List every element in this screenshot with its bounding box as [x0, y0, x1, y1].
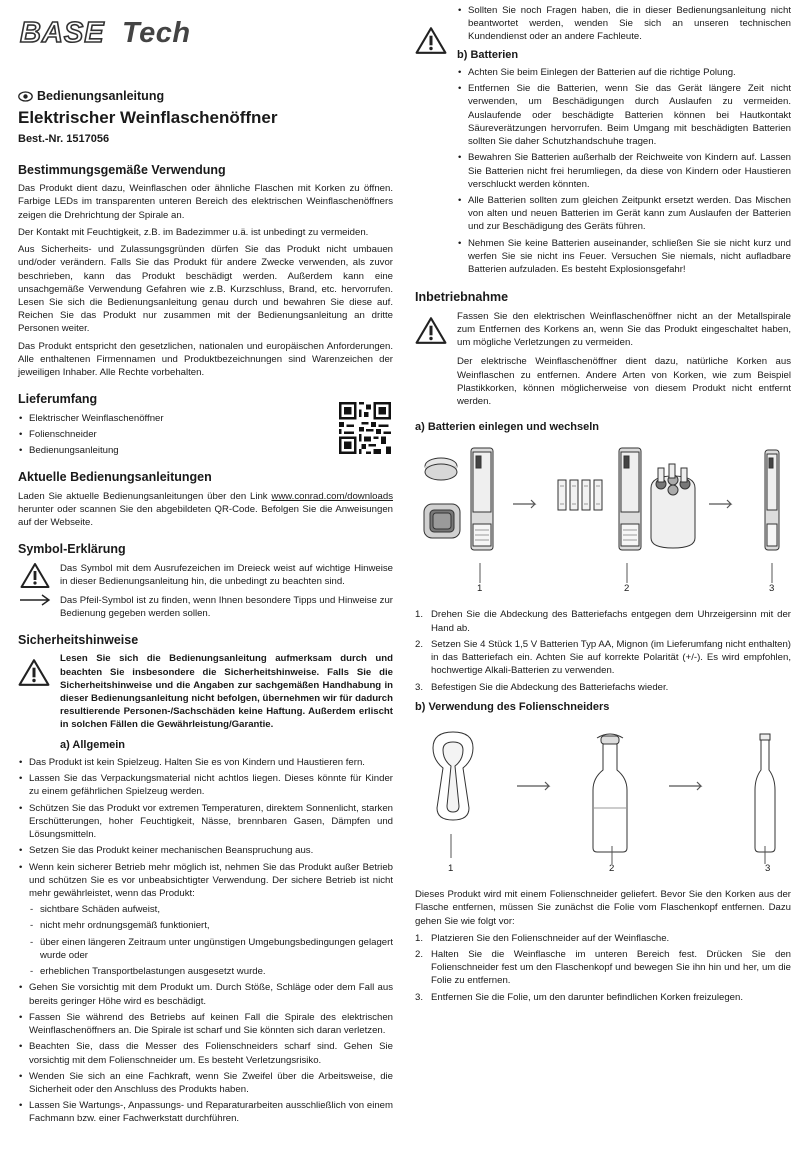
section-b-heading: b) Verwendung des Folienschneiders	[415, 700, 610, 713]
condition-item: - sichtbare Schäden aufweist,	[29, 903, 393, 916]
batteries-heading: b) Batterien	[457, 48, 519, 61]
fig-label: 2	[624, 583, 630, 595]
battery-item: • Entfernen Sie die Batterien, wenn Sie das Gerät längere Zeit nicht verwenden, um Beschädigungen durch Auslaufen zu vermeiden. Auslaufende oder beschädigte Batterien können bei Hautkontakt Säureverätzungen hervorrufen. Beim Umgang mit beschädigten Batterien sollten Sie daher Schutzhandschuhe tragen.	[457, 82, 791, 148]
step-item: 1. Drehen Sie die Abdeckung des Batteriefachs entgegen dem Uhrzeigersinn mit der Hand ab.	[415, 609, 791, 634]
step-item: 3. Befestigen Sie die Abdeckung des Batteriefachs wieder.	[415, 681, 669, 693]
battery-item: • Achten Sie beim Einlegen der Batterien auf die richtige Polung.	[457, 66, 791, 79]
downloads-link[interactable]: www.conrad.com/downloads	[271, 490, 393, 502]
qr-code[interactable]	[339, 402, 391, 454]
general-list	[18, 756, 393, 1126]
delivery-item: • Folienschneider	[18, 428, 339, 441]
safety-intro: Lesen Sie sich die Bedienungsanleitung aufmerksam durch und beachten Sie insbesondere die Sicherheitshinweise. Falls Sie die Sicherheitshinweise und die Angaben zur sachgemäßen Handhabung in dieser Bedienungsanleitung nicht befolgen, übernehmen wir für dadurch resultierende Personen-/Sachschäden keine Haftung. Außerdem erlischt in solchen Fällen die Gewährleistung/Garantie.	[60, 653, 393, 731]
safety-heading: Sicherheitshinweise	[18, 633, 139, 648]
warning-triangle-icon	[18, 658, 50, 687]
battery-item: • Nehmen Sie keine Batterien auseinander, schließen Sie sie nicht kurz und werfen Sie sie nicht ins Feuer. Versuchen Sie niemals, nicht aufladbare Batterien aufzuladen. Es besteht Explosionsgefahr!	[457, 237, 791, 277]
fig-label: 3	[765, 863, 771, 875]
startup-warning: Fassen Sie den elektrischen Weinflaschenöffner nicht an der Metallspirale zum Entfernen des Korkens an, wenn Sie das Produkt eingeschaltet haben, um mögliche Verletzungen zu vermeiden.	[457, 310, 791, 349]
delivery-item: • Bedienungsanleitung	[18, 444, 339, 457]
fig-label: 2	[609, 863, 615, 875]
battery-figure	[415, 438, 791, 588]
general-item: • Lassen Sie das Verpackungsmaterial nicht achtlos liegen. Dieses könnte für Kinder zu einem gefährlichen Spielzeug werden.	[18, 772, 393, 798]
general-item: • Beachten Sie, dass die Messer des Folienschneiders scharf sind. Gehen Sie vorsichtig mit dem Folienschneider um. Es besteht Verletzungsrisiko.	[18, 1040, 393, 1066]
general-item: • Schützen Sie das Produkt vor extremen Temperaturen, direktem Sonnenlicht, starken Erschütterungen, hoher Feuchtigkeit, Nässe, brennbaren Gasen, Dämpfen und Lösungsmitteln.	[18, 802, 393, 842]
foil-intro: Dieses Produkt wird mit einem Folienschneider geliefert. Bevor Sie den Korken aus der Flasche entfernen, müssen Sie zunächst die Folie vom Flaschenkopf entfernen. Dazu gehen Sie wie folgt vor:	[415, 889, 791, 927]
battery-aa	[582, 480, 590, 510]
intended-use-p4: Das Produkt entspricht den gesetzlichen, nationalen und europäischen Anforderungen. Alle enthaltenen Firmennamen und Produktbezeichnungen sind Warenzeichen der jeweiligen Inhaber. Alle Rechte vorbehalten.	[18, 340, 393, 379]
order-number: Best.-Nr. 1517056	[18, 132, 110, 145]
left-column	[18, 0, 393, 1129]
condition-item: - über einen längeren Zeitraum unter ungünstigen Umgebungsbedingungen gelagert wurde oder	[29, 936, 393, 962]
battery-item: • Bewahren Sie Batterien außerhalb der Reichweite von Kindern auf. Lassen Sie Batterien nicht frei herumliegen, da diese von Kindern oder Haustieren verschluckt werden könnten.	[457, 151, 791, 191]
fig-label: 1	[477, 583, 483, 595]
general-heading: a) Allgemein	[60, 738, 125, 751]
fig-label: 1	[448, 863, 454, 875]
svg-text:Tech: Tech	[122, 17, 191, 49]
wine-bottle	[593, 744, 627, 852]
condition-item: - erheblichen Transportbelastungen ausgesetzt wurde.	[29, 965, 393, 978]
general-item: • Setzen Sie das Produkt keiner mechanischen Beanspruchung aus.	[18, 844, 393, 857]
manuals-text: Laden Sie aktuelle Bedienungsanleitungen über den Link www.conrad.com/downloads herunter oder scannen Sie den abgebildeten QR-Code. Befolgen Sie die Anweisungen auf der Webseite.	[18, 490, 393, 529]
svg-text:BASE: BASE	[20, 17, 105, 49]
symbol-arrow-text: Das Pfeil-Symbol ist zu finden, wenn Ihnen besondere Tipps und Hinweise zur Bedienung gegeben werden sollen.	[60, 594, 393, 619]
general-item: • Wenden Sie sich an eine Fachkraft, wenn Sie Zweifel über die Arbeitsweise, die Sicherheit oder den Anschluss des Produkts haben.	[18, 1070, 393, 1096]
page-title: Elektrischer Weinflaschenöffner	[18, 108, 278, 128]
foil-steps	[415, 932, 791, 1004]
intended-use-p3: Aus Sicherheits- und Zulassungsgründen dürfen Sie das Produkt nicht umbauen und/oder verändern. Falls Sie das Produkt für andere Zwecke verwenden, als zuvor beschrieben, kann das Produkt beschädigt werden. Außerdem kann eine unsachgemäße Verwendung Gefahren wie z.B. Kurzschluss, Brand, etc. hervorrufen. Lesen Sie sich die Bedienungsanleitung genau durch und bewahren Sie diese auf. Reichen Sie das Produkt nur zusammen mit der Bedienungsanleitung an dritte Personen weiter.	[18, 244, 393, 335]
batteries-warning-row	[415, 4, 791, 279]
intended-use-p2: Der Kontakt mit Feuchtigkeit, z.B. im Badezimmer u.ä. ist unbedingt zu vermeiden.	[18, 226, 369, 238]
battery-steps	[415, 608, 791, 693]
safety-warning-row	[18, 652, 393, 756]
condition-item: - nicht mehr ordnungsgemäß funktioniert,	[29, 919, 393, 932]
step-item: 2. Halten Sie die Weinflasche im unteren Bereich fest. Drücken Sie den Folienschneider fest um den Flaschenkopf und bewegen Sie ihn hin und her, um die Folie zu entfernen.	[415, 948, 791, 987]
battery-aa	[558, 480, 566, 510]
battery-cover-part	[425, 464, 457, 480]
section-a-heading: a) Batterien einlegen und wechseln	[415, 421, 599, 434]
eye-icon	[18, 91, 33, 102]
warning-triangle-icon	[415, 316, 447, 345]
right-column	[415, 0, 791, 1007]
symbol-arrow-row	[18, 594, 393, 620]
manual-label: Bedienungsanleitung	[37, 89, 165, 103]
symbol-warning-row	[18, 562, 393, 589]
warning-triangle-icon	[415, 26, 447, 55]
step-item: 2. Setzen Sie 4 Stück 1,5 V Batterien Typ AA, Mignon (im Lieferumfang nicht enthalten) in das Batteriefach ein. Achten Sie auf korrekte Polarität (+/-). Es wird empfohlen, hochwertige Alkali-Batterien zu verwenden.	[415, 638, 791, 677]
delivery-block	[18, 412, 393, 464]
symbols-heading: Symbol-Erklärung	[18, 542, 126, 557]
fig-label: 3	[769, 583, 775, 595]
battery-aa	[570, 480, 578, 510]
foil-cutter-figure	[415, 718, 791, 868]
delivery-heading: Lieferumfang	[18, 392, 98, 407]
questions-item: • Sollten Sie noch Fragen haben, die in dieser Bedienungsanleitung nicht beantwortet werden, wenden Sie sich an unseren technischen Kundendienst oder an andere Fachleute.	[457, 4, 791, 44]
startup-heading: Inbetriebnahme	[415, 290, 509, 305]
intended-use-p1: Das Produkt dient dazu, Weinflaschen oder ähnliche Flaschen mit Korken zu öffnen. Farbige LEDs im transparenten unteren Bereich des elektrischen Weinflaschenöffners zeigen die Drehrichtung der Spirale an.	[18, 183, 393, 221]
batteries-list	[457, 66, 791, 277]
arrow-right-icon	[19, 594, 51, 606]
intended-use-heading: Bestimmungsgemäße Verwendung	[18, 162, 226, 177]
step-item: 1. Platzieren Sie den Folienschneider auf der Weinflasche.	[415, 932, 670, 944]
general-item: • Fassen Sie während des Betriebs auf keinen Fall die Spirale des elektrischen Weinflaschenöffners an. Die Spirale ist scharf und Sie könnten sich daran verletzen.	[18, 1011, 393, 1037]
manuals-heading: Aktuelle Bedienungsanleitungen	[18, 470, 212, 485]
foil-cutter-on-bottle	[601, 736, 619, 744]
battery-aa	[594, 480, 602, 510]
manual-header	[18, 88, 393, 105]
startup-warning-row	[415, 310, 791, 413]
foil-figure-labels	[415, 862, 791, 878]
wine-bottle	[755, 734, 775, 852]
step-item: 3. Entfernen Sie die Folie, um den darunter befindlichen Korken freizulegen.	[415, 991, 743, 1003]
general-item: • Lassen Sie Wartungs-, Anpassungs- und Reparaturarbeiten ausschließlich von einem Fachmann bzw. einer Fachwerkstatt durchführen.	[18, 1099, 393, 1125]
general-item: • Gehen Sie vorsichtig mit dem Produkt um. Durch Stöße, Schläge oder dem Fall aus bereits geringer Höhe wird es beschädigt.	[18, 981, 393, 1007]
battery-item: • Alle Batterien sollten zum gleichen Zeitpunkt ersetzt werden. Das Mischen von alten und neuen Batterien im Gerät kann zum Auslaufen der Batterien und zur Beschädigung des Geräts führen.	[457, 194, 791, 234]
delivery-item: • Elektrischer Weinflaschenöffner	[18, 412, 339, 425]
battery-figure-labels	[415, 582, 791, 598]
warning-triangle-icon	[20, 562, 50, 589]
general-item: • Das Produkt ist kein Spielzeug. Halten Sie es von Kindern und Haustieren fern.	[18, 756, 393, 769]
startup-note: Der elektrische Weinflaschenöffner dient dazu, natürliche Korken aus Weinflaschen zu entfernen. Andere Arten von Korken, wie zum Beispiel Plastikkorken, können möglicherweise von diesem Produkt nicht entfernt werden.	[457, 356, 791, 408]
general-item: • Wenn kein sicherer Betrieb mehr möglich ist, nehmen Sie das Produkt außer Betrieb und schützen Sie es vor unbeabsichtigter Verwendung. Der sichere Betrieb ist nicht mehr gewährleistet, wenn das Produkt:	[18, 861, 393, 901]
symbol-warning-text: Das Symbol mit dem Ausrufezeichen im Dreieck weist auf wichtige Hinweise in dieser Bedienungsanleitung hin, die unbedingt zu beachten sind.	[60, 562, 393, 587]
